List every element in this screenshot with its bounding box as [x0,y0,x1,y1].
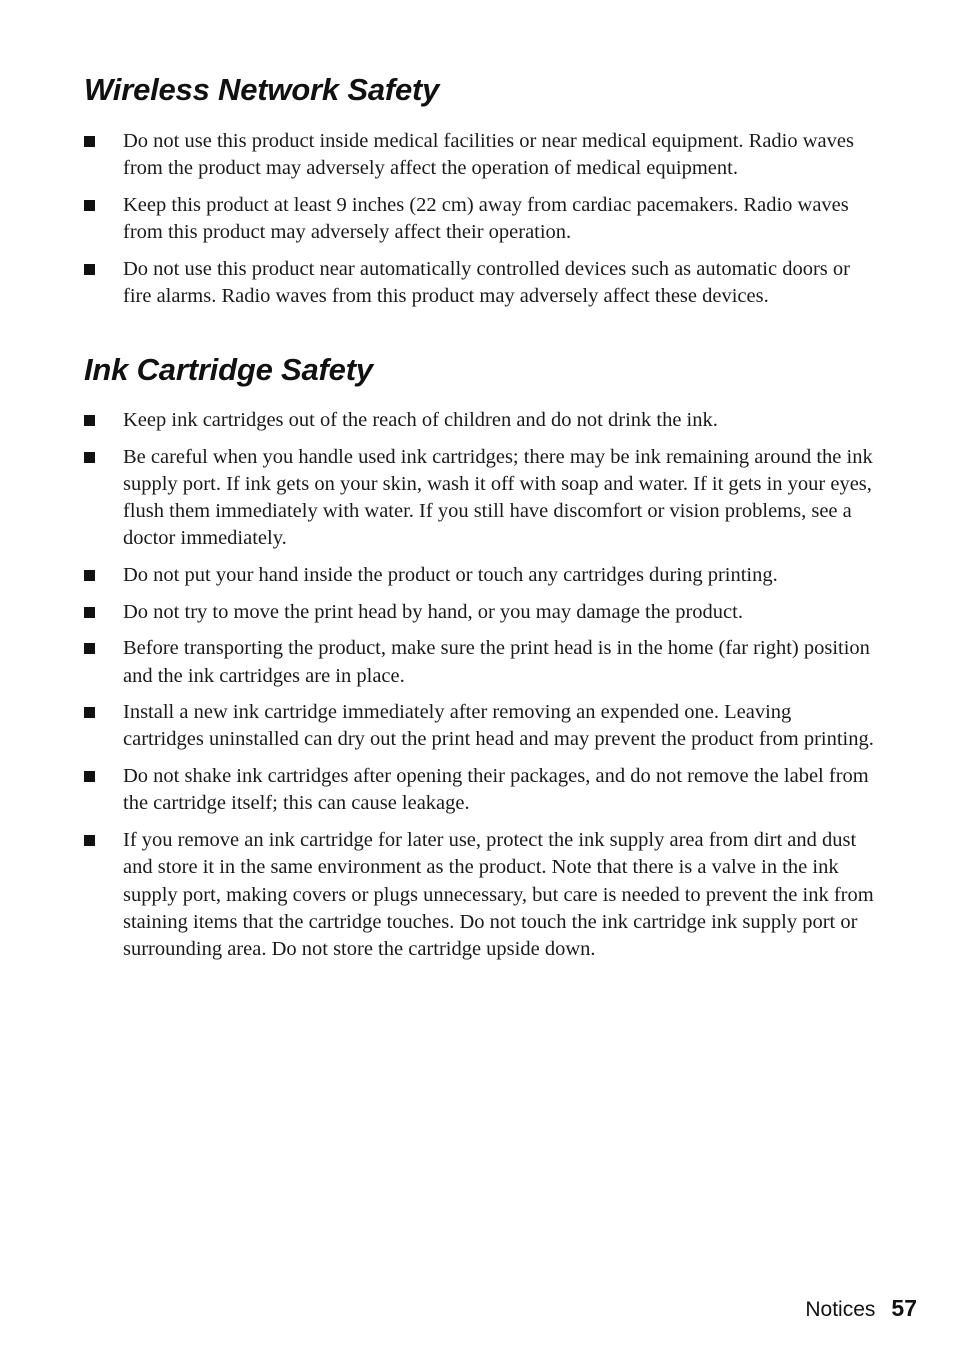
list-item [0,128,875,183]
square-bullet-icon [84,415,95,426]
list-item [0,192,875,247]
wireless-network-safety-heading: Wireless Network Safety [84,72,440,107]
list-item-text: If you remove an ink cartridge for later use, protect the ink supply area from dirt and dust and store it in the same environment as the product. Note that there is a valve in the ink supply port, making covers or plugs unnecessary, but care is needed to prevent the ink from staining items that the cartridge touches. Do not touch the ink cartridge ink supply port or surrounding area. Do not store the cartridge upside down. [123,828,874,961]
square-bullet-icon [84,452,95,463]
page-number: 57 [891,1295,917,1321]
square-bullet-icon [84,835,95,846]
footer-section-name: Notices [805,1298,876,1321]
list-item [0,699,875,754]
list-item-text: Before transporting the product, make sure the print head is in the home (far right) position and the ink cartridges are in place. [123,637,870,687]
list-item [0,444,875,553]
ink-cartridge-safety-list [0,407,954,973]
square-bullet-icon [84,264,95,275]
list-item-text: Do not put your hand inside the product or touch any cartridges during printing. [123,564,778,587]
square-bullet-icon [84,643,95,654]
square-bullet-icon [84,200,95,211]
square-bullet-icon [84,707,95,718]
square-bullet-icon [84,570,95,581]
list-item-text: Be careful when you handle used ink cartridges; there may be ink remaining around the ink supply port. If ink gets on your skin, wash it off with soap and water. If it gets in your eyes, flush them immediately with water. If you still have discomfort or vision problems, see a doctor immediately. [123,445,873,550]
list-item-text: Do not use this product near automatically controlled devices such as automatic doors or fire alarms. Radio waves from this product may adversely affect these devices. [123,257,850,308]
square-bullet-icon [84,771,95,782]
page-footer [805,1295,917,1322]
list-item-text: Do not use this product inside medical facilities or near medical equipment. Radio waves from the product may adversely affect the operation of medical equipment. [123,130,854,180]
square-bullet-icon [84,607,95,618]
list-item [0,635,875,690]
wireless-safety-list [0,128,954,320]
square-bullet-icon [84,136,95,147]
list-item [0,763,875,818]
list-item [0,599,875,626]
list-item-text: Do not shake ink cartridges after opening their packages, and do not remove the label from the cartridge itself; this can cause leakage. [123,765,869,815]
list-item-text: Keep this product at least 9 inches (22 cm) away from cardiac pacemakers. Radio waves from this product may adversely affect their operation. [123,193,849,244]
list-item-text: Install a new ink cartridge immediately after removing an expended one. Leaving cartridges uninstalled can dry out the print head and may prevent the product from printing. [123,701,874,751]
list-item [0,256,875,311]
list-item-text: Keep ink cartridges out of the reach of children and do not drink the ink. [123,409,718,431]
list-item [0,562,875,589]
list-item-text: Do not try to move the print head by hand, or you may damage the product. [123,600,743,623]
list-item [0,827,875,963]
list-item [0,407,875,434]
ink-cartridge-safety-heading: Ink Cartridge Safety [84,352,373,387]
